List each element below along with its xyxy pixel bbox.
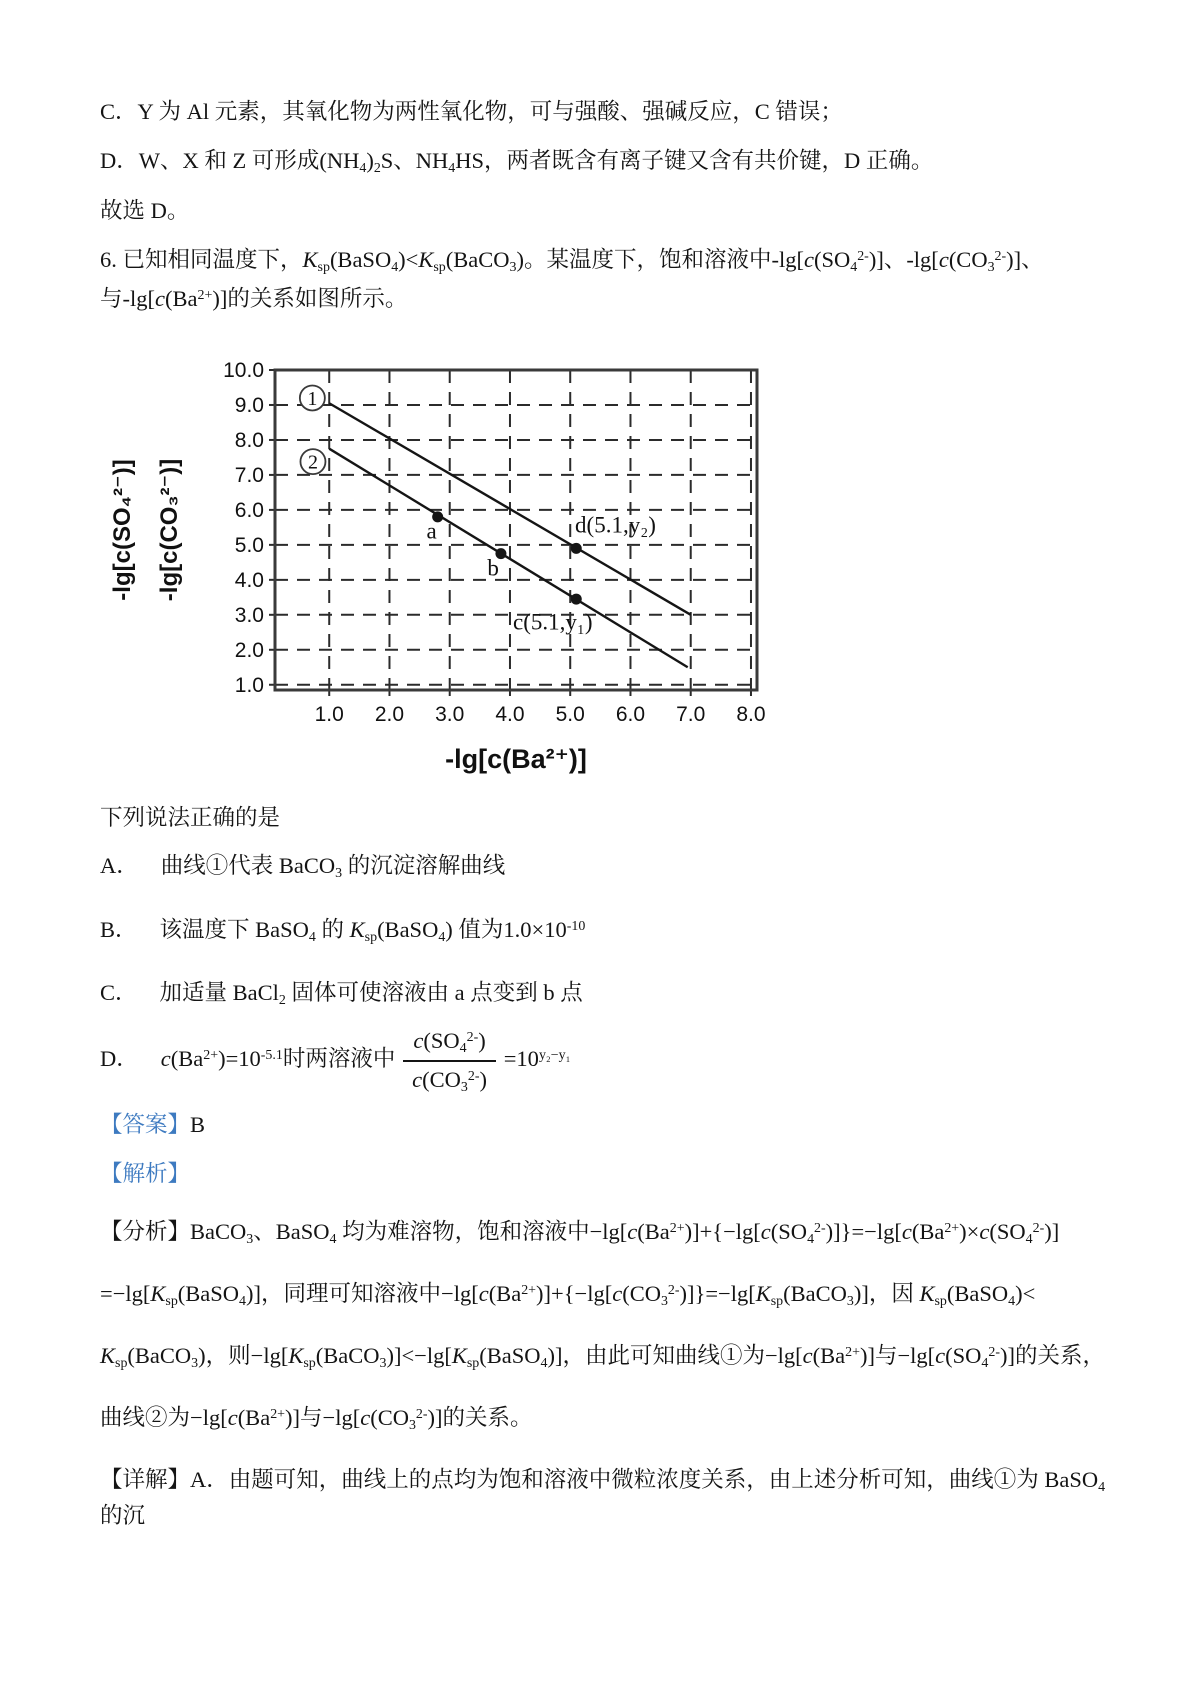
prev-conclusion-line: 故选 D。 bbox=[100, 197, 190, 223]
point-label-b: b bbox=[487, 555, 499, 581]
option-a-label: A． bbox=[100, 852, 139, 878]
y-tick-label: 1.0 bbox=[234, 674, 264, 698]
option-d-prefix: $c(Ba^{2+})=10^{-5.1}$时两溶液中 bbox=[160, 1046, 396, 1072]
y-tick-label: 10.0 bbox=[223, 359, 264, 383]
x-tick-label: 8.0 bbox=[736, 703, 766, 727]
y-tick-label: 8.0 bbox=[234, 429, 264, 453]
curve-2-BaCO3 bbox=[329, 449, 687, 668]
x-axis-label: -lg[c(Ba²⁺)] bbox=[445, 744, 587, 775]
fraction-denominator: $c(CO_3^{2-})$ bbox=[412, 1066, 487, 1095]
option-c bbox=[100, 978, 1110, 1008]
y-tick-label: 4.0 bbox=[234, 569, 264, 593]
point-label-c: c(5.1,y₁) bbox=[512, 609, 593, 635]
analysis-line-4: 曲线②为$-\lg[c(Ba^{2+})]$与$-\lg[c(CO_3^{2-})]$的关系。 bbox=[100, 1405, 533, 1434]
option-d-label: D． bbox=[100, 1046, 139, 1072]
option-b-label: B． bbox=[100, 916, 138, 942]
question-6-line2: 与$-\lg[c(Ba^{2+})]$的关系如图所示。 bbox=[100, 286, 408, 311]
curve-2-number: 2 bbox=[307, 451, 318, 474]
prev-option-c-line: C．Y 为 Al 元素，其氧化物为两性氧化物，可与强酸、强碱反应，C 错误； bbox=[100, 99, 843, 124]
answer-tag: 【答案】 bbox=[100, 1111, 191, 1137]
analysis-line-2: $=-\lg[K_{sp}(BaSO_4)]$，同理可知溶液中$-\lg[c(Ba^{2+})]+\{-\lg[c(CO_3^{2-})]\}=-\lg[K_{sp}(BaCO_3)]$，因 $K_{sp}(BaSO_4)<$ bbox=[100, 1281, 1036, 1310]
answer-row bbox=[100, 1110, 1110, 1139]
x-tick-label: 6.0 bbox=[615, 703, 646, 727]
y-axis-label-so4: -lg[c(SO₄²⁻)] bbox=[109, 459, 136, 601]
point-d bbox=[571, 543, 582, 554]
analysis-line-5: 【详解】A．由题可知，曲线上的点均为饱和溶液中微粒浓度关系，由上述分析可知，曲线①为 BaSO$_4$ 的沉 bbox=[100, 1467, 1106, 1529]
prev-option-d-line: D．W、X 和 Z 可形成$(NH_4)_2S$、$NH_4HS$，两者既含有离子键又含有共价键，D 正确。 bbox=[100, 148, 934, 177]
x-tick-label: 1.0 bbox=[314, 703, 344, 727]
page-content bbox=[100, 97, 1110, 1534]
x-tick-label: 5.0 bbox=[555, 703, 585, 727]
option-b bbox=[100, 915, 1110, 945]
option-c-label: C． bbox=[100, 980, 138, 1006]
point-label-a: a bbox=[426, 518, 437, 544]
x-tick-label: 4.0 bbox=[495, 703, 525, 727]
question-6-line1: 6. 已知相同温度下，$K_{sp}(BaSO_4)<K_{sp}(BaCO_3)$。某温度下，饱和溶液中$-\lg[c(SO_4^{2-})]$、$-\lg[c(CO_3^{2-})]$、 bbox=[100, 246, 1044, 275]
x-tick-label: 7.0 bbox=[676, 703, 706, 727]
option-d bbox=[100, 1025, 1110, 1094]
point-c bbox=[571, 594, 582, 605]
fraction-numerator: $c(SO_4^{2-})$ bbox=[403, 1025, 495, 1062]
ksp-chart-figure bbox=[100, 335, 800, 797]
x-tick-label: 3.0 bbox=[435, 703, 465, 727]
y-axis-label-co3: -lg[c(CO₃²⁻)] bbox=[156, 459, 183, 602]
y-tick-label: 2.0 bbox=[234, 639, 264, 663]
question-stem: 下列说法正确的是 bbox=[100, 805, 281, 831]
analysis-tag: 【解析】 bbox=[100, 1161, 191, 1187]
curve-1-number: 1 bbox=[307, 388, 318, 411]
option-a-text: 曲线①代表 BaCO$_3$ 的沉淀溶解曲线 bbox=[160, 852, 506, 881]
concentration-fraction bbox=[403, 1025, 495, 1094]
y-tick-label: 3.0 bbox=[234, 604, 264, 628]
ksp-curves-chart bbox=[100, 335, 800, 797]
answer-value: B bbox=[190, 1111, 206, 1137]
point-label-d: d(5.1,y₂) bbox=[575, 512, 656, 538]
option-b-text: 该温度下 BaSO$_4$ 的 $K_{sp}(BaSO_4)$ 值为$1.0\times 10^{-10}$ bbox=[159, 916, 586, 946]
x-tick-label: 2.0 bbox=[374, 703, 405, 727]
analysis-heading bbox=[100, 1159, 1110, 1188]
y-tick-label: 6.0 bbox=[234, 499, 264, 523]
option-c-text: 加适量 BaCl$_2$ 固体可使溶液由 a 点变到 b 点 bbox=[159, 980, 583, 1009]
option-a bbox=[100, 851, 1110, 881]
plot-border bbox=[275, 370, 757, 690]
analysis-line-1: 【分析】BaCO$_3$、BaSO$_4$ 均为难溶物，饱和溶液中$-\lg[c(Ba^{2+})]+\{-\lg[c(SO_4^{2-})]\}=-\lg[c(Ba^{2+})\times c(SO_4^{2-})]$ bbox=[100, 1219, 1060, 1248]
option-d-suffix: $=10^{y_2-y_1}$ bbox=[503, 1046, 571, 1072]
analysis-line-3: $K_{sp}(BaCO_3)$，则$-\lg[K_{sp}(BaCO_3)]<-\lg[K_{sp}(BaSO_4)]$，由此可知曲线①为$-\lg[c(Ba^{2+})]$与$-\lg[c(SO_4^{2-})]$的关系， bbox=[100, 1343, 1106, 1372]
y-tick-label: 9.0 bbox=[234, 394, 264, 418]
y-tick-label: 5.0 bbox=[234, 534, 264, 558]
y-tick-label: 7.0 bbox=[234, 464, 264, 488]
